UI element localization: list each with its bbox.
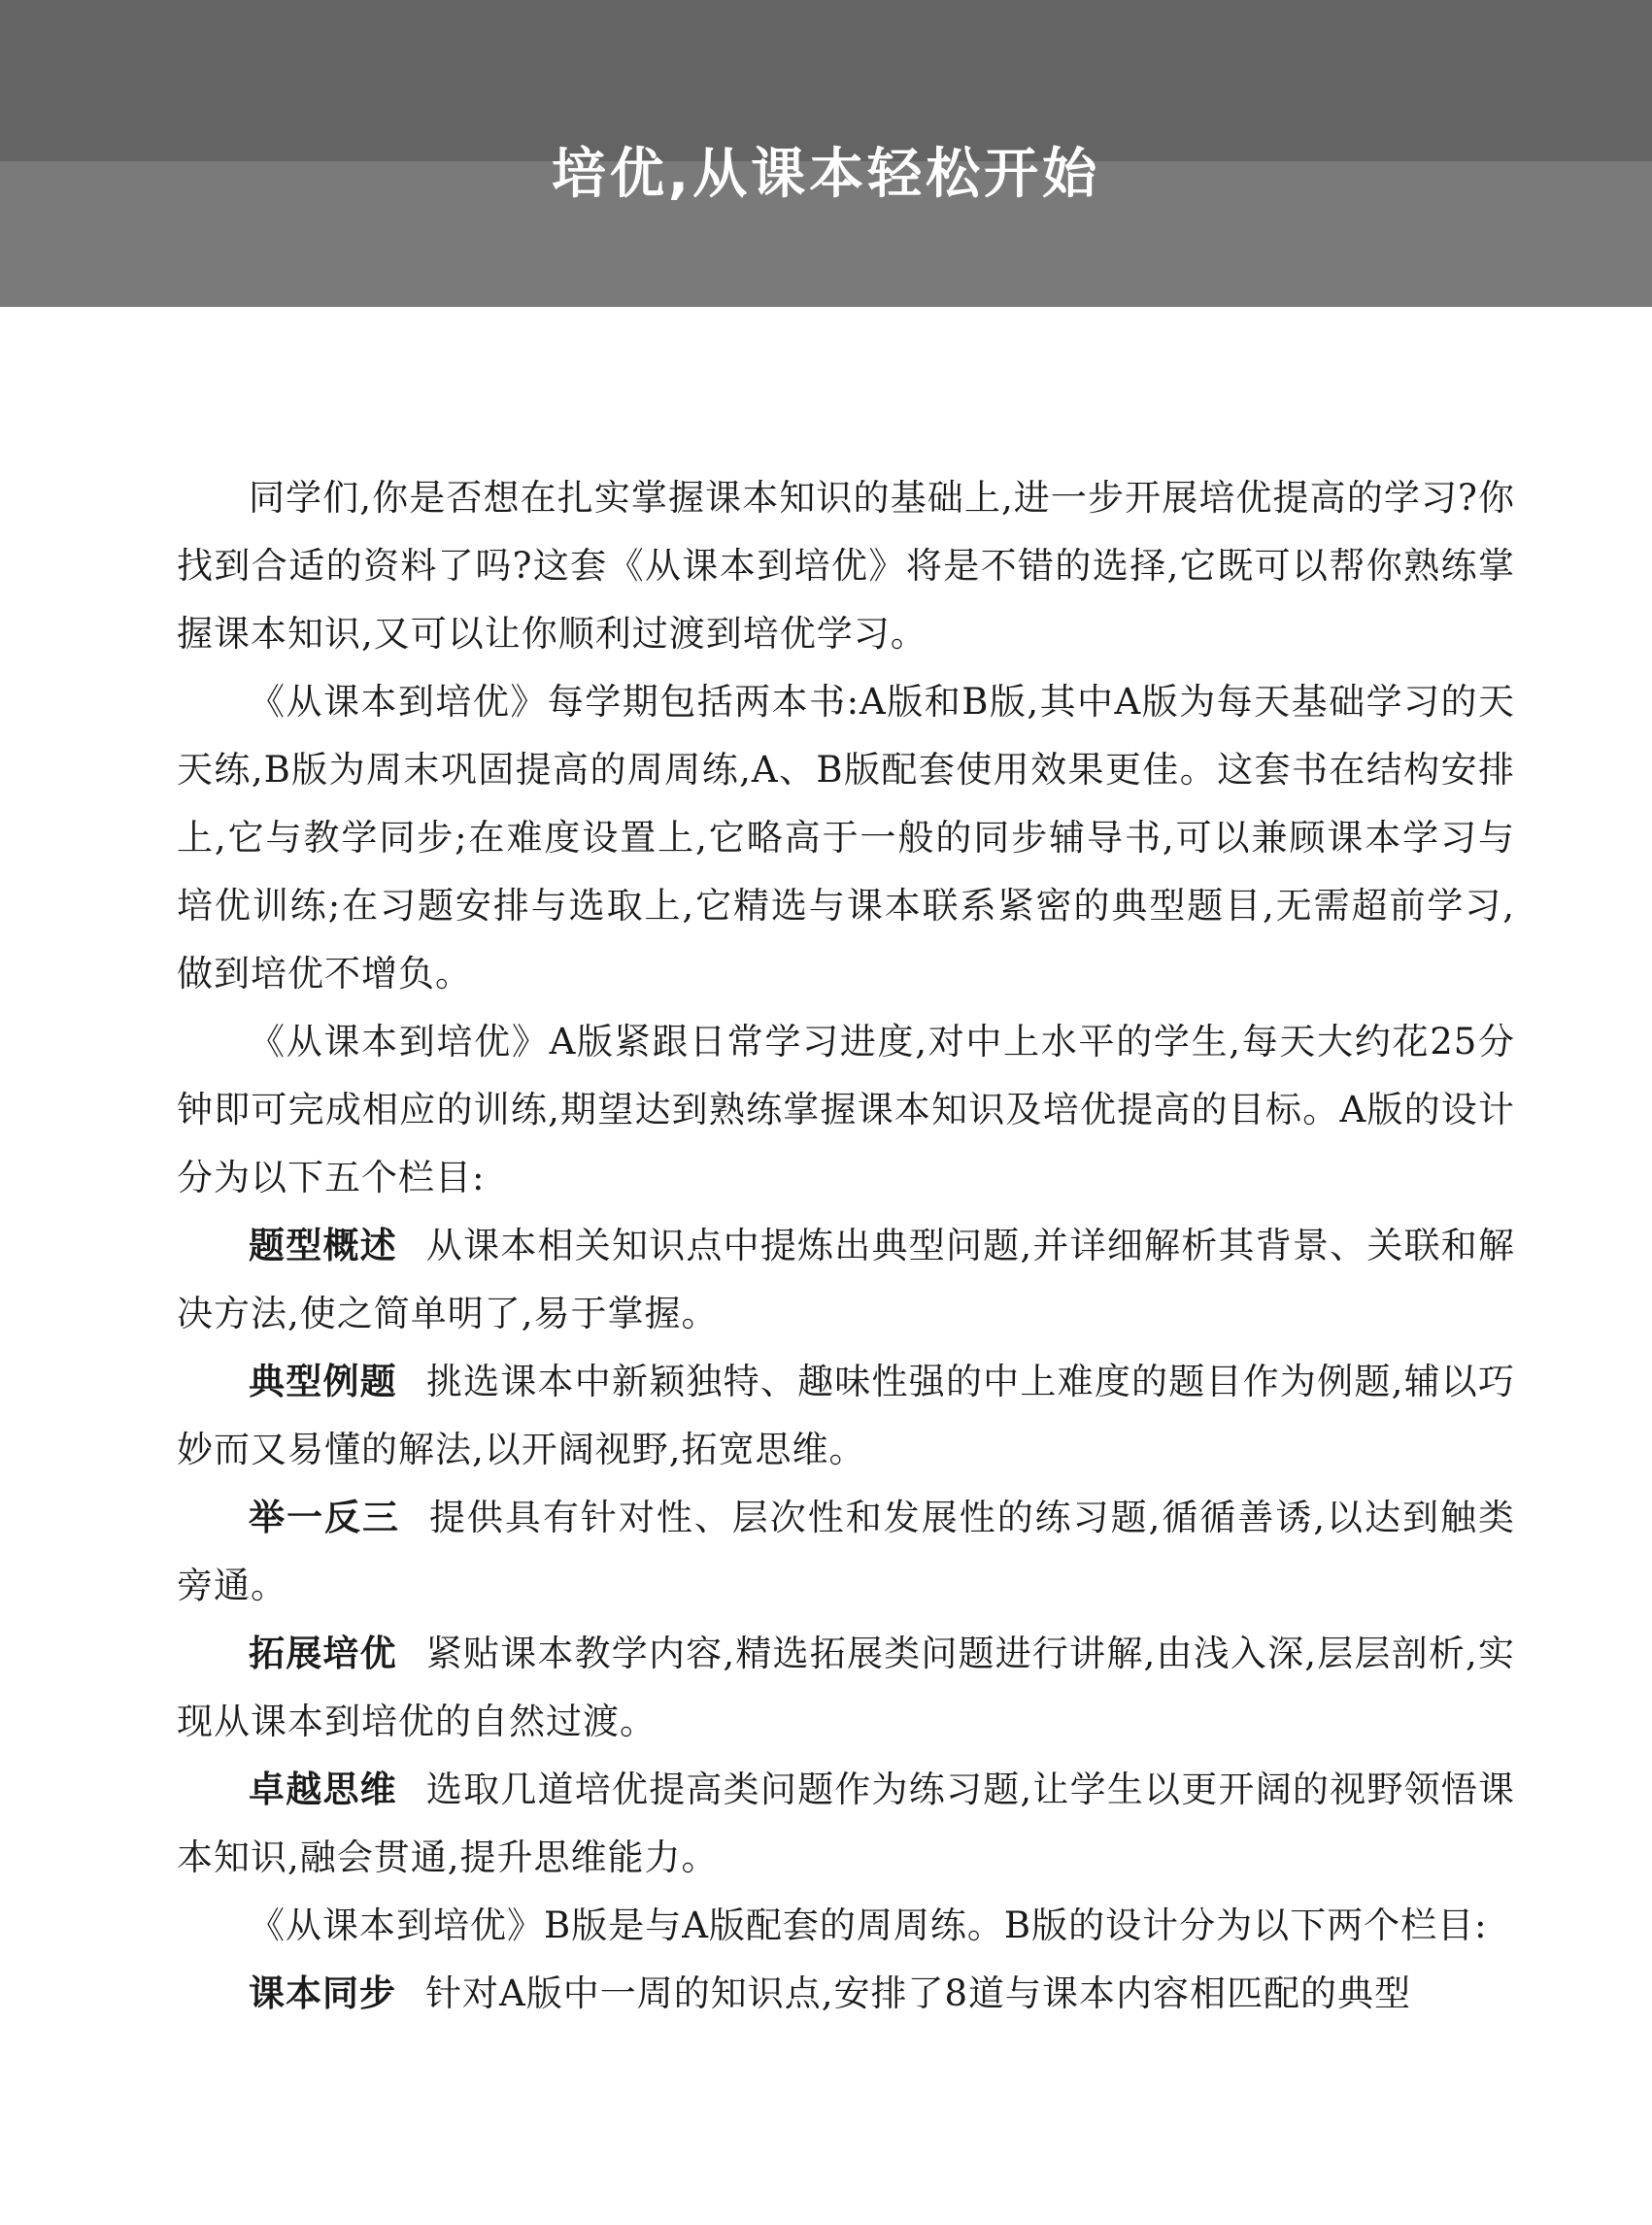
section-excellence-title: 卓越思维 <box>249 1769 397 1810</box>
section-extension-title: 拓展培优 <box>249 1633 397 1674</box>
section-excellence <box>177 1756 1515 1892</box>
section-overview-text: 从课本相关知识点中提炼出典型问题,并详细解析其背景、关联和解决方法,使之简单明了,易于掌握。 <box>177 1225 1516 1334</box>
section-excellence-text: 选取几道培优提高类问题作为练习题,让学生以更开阔的视野领悟课本知识,融会贯通,提升思维能力。 <box>177 1769 1516 1878</box>
body-content <box>177 464 1515 2028</box>
intro-paragraph-1: 同学们,你是否想在扎实掌握课本知识的基础上,进一步开展培优提高的学习?你找到合适的资料了吗?这套《从课本到培优》将是不错的选择,它既可以帮你熟练掌握课本知识,又可以让你顺利过渡到培优学习。 <box>177 477 1515 655</box>
page-title: 培优,从课本轻松开始 <box>551 143 1101 206</box>
header-banner <box>0 0 1652 307</box>
section-sync-text: 针对A版中一周的知识点,安排了8道与课本内容相匹配的典型 <box>425 1972 1412 2014</box>
section-practice-text: 提供具有针对性、层次性和发展性的练习题,循循善诱,以达到触类旁通。 <box>177 1497 1515 1606</box>
section-practice <box>177 1484 1515 1620</box>
section-examples-text: 挑选课本中新颖独特、趣味性强的中上难度的题目作为例题,辅以巧妙而又易懂的解法,以开阔视野,拓宽思维。 <box>177 1361 1516 1470</box>
section-overview-title: 题型概述 <box>249 1225 397 1266</box>
section-practice-title: 举一反三 <box>249 1497 400 1538</box>
section-sync-title: 课本同步 <box>249 1972 396 2014</box>
section-extension <box>177 1620 1515 1756</box>
section-extension-text: 紧贴课本教学内容,精选拓展类问题进行讲解,由浅入深,层层剖析,实现从课本到培优的自然过渡。 <box>177 1633 1515 1742</box>
intro-paragraph-3: 《从课本到培优》A版紧跟日常学习进度,对中上水平的学生,每天大约花25分钟即可完成相应的训练,期望达到熟练掌握课本知识及培优提高的目标。A版的设计分为以下五个栏目: <box>177 1021 1515 1198</box>
section-overview <box>177 1212 1515 1348</box>
section-examples-title: 典型例题 <box>249 1361 397 1402</box>
section-examples <box>177 1348 1515 1484</box>
intro-paragraph-2: 《从课本到培优》每学期包括两本书:A版和B版,其中A版为每天基础学习的天天练,B版为周末巩固提高的周周练,A、B版配套使用效果更佳。这套书在结构安排上,它与教学同步;在难度设置上,它略高于一般的同步辅导书,可以兼顾课本学习与培优训练;在习题安排与选取上,它精选与课本联系紧密的典型题目,无需超前学习,做到培优不增负。 <box>177 681 1515 995</box>
b-intro-paragraph: 《从课本到培优》B版是与A版配套的周周练。B版的设计分为以下两个栏目: <box>249 1905 1488 1946</box>
section-sync <box>177 1960 1515 2028</box>
